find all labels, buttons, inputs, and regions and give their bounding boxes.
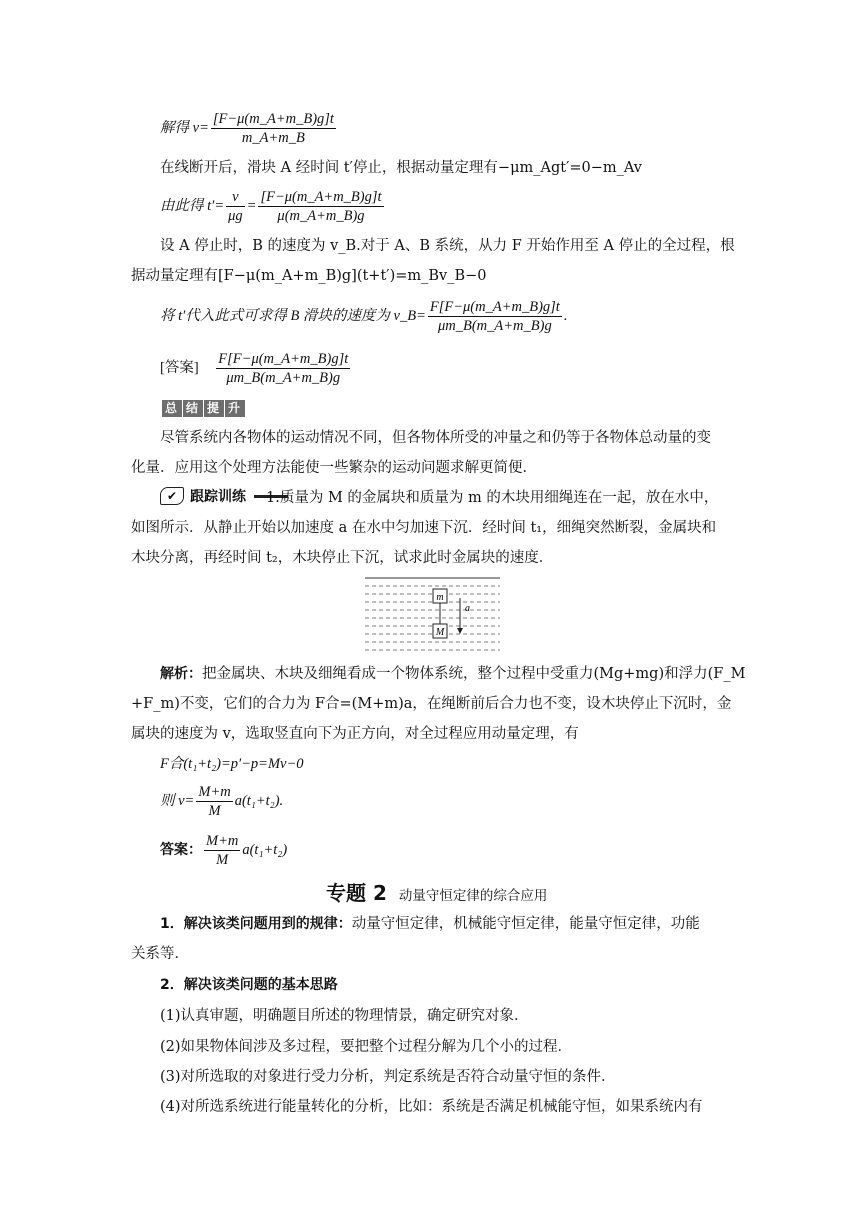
heading-title: 专题 2 [326,881,387,905]
fraction-numerator: [F−μ(m_A+m_B)g]t [212,111,334,127]
tag-char: 提 [204,400,224,417]
fraction [211,110,336,147]
eq-prefix: 解得 [160,119,193,136]
fraction [196,783,232,820]
fraction-numerator: v [226,188,245,207]
tag-char: 总 [162,400,182,417]
fraction [204,832,240,869]
eq-lhs: t′= [207,197,225,214]
fraction [258,188,383,225]
fraction-denominator: μ(m_A+m_B)g [277,208,365,224]
solution-label: 解析： [160,666,202,682]
item-bold: 1．解决该类问题用到的规律： [160,916,352,932]
item-text: 动量守恒定律，机械能守恒定律，能量守恒定律，功能 [351,916,700,932]
summary-tag [160,400,247,417]
fraction-denominator: μg [228,208,243,224]
step-line: (2)如果物体间涉及多过程，要把整个过程分解为几个小的过程． [160,1039,573,1055]
eq-prefix: 则 v= [160,792,195,809]
answer-label: 答案： [160,841,202,858]
item-line [160,914,700,934]
text-line: 木块分离，再经时间 t₂，木块停止下沉，试求此时金属块的速度． [131,550,554,566]
text-line: F合(t₁+t₂)=p′−p=Mv−0 [160,756,304,772]
text-line: +F_m)不变，它们的合力为 F合=(M+m)a，在绳断前后合力也不变，设木块停止下沉时，金 [131,696,732,712]
accel-label: a [465,603,470,614]
text-line: 如图所示．从静止开始以加速度 a 在水中匀加速下沉．经时间 t₁，细绳突然断裂，金属块和 [131,520,717,536]
fraction [216,350,350,387]
text-line: 1.质量为 M 的金属块和质量为 m 的木块用细绳连在一起，放在水中， [266,490,719,506]
fraction-denominator: m_A+m_B [241,130,305,146]
text-line: 在线断开后，滑块 A 经时间 t′停止，根据动量定理有−μm_Agt′=0−m_Av [160,160,642,176]
eq-suffix: a(t₁+t₂). [234,792,284,809]
check-icon: ✔ [160,487,184,505]
water-diagram [365,576,500,654]
tag-char: 结 [183,400,203,417]
fraction-denominator: M [216,852,229,868]
section-heading [326,877,547,906]
fraction [226,188,245,225]
fraction [428,298,562,335]
equation-solve-v: 解得 v= $\frac{[F-\mu(m\_A+m\_B)g]t}{m\_A+m\_B}$ [160,111,334,146]
equation-vb [160,298,567,335]
solution-line [160,664,745,684]
fraction-numerator: M+m [206,833,239,849]
text-line: 尽管系统内各物体的运动情况不同，但各物体所受的冲量之和仍等于各物体总动量的变 [160,430,711,446]
item-heading: 2．解决该类问题的基本思路 [160,977,338,993]
fraction-denominator: M [208,803,221,819]
text-line: 设 A 停止时，B 的速度为 v_B.对于 A、B 系统，从力 F 开始作用至 A 停止的全过程，根 [160,238,735,254]
heading-subtitle: 动量守恒定律的综合应用 [398,888,548,904]
fraction-numerator: F[F−μ(m_A+m_B)g]t [218,351,349,367]
step-line: (3)对所选取的对象进行受力分析，判定系统是否符合动量守恒的条件． [160,1069,616,1085]
equation-v [160,783,283,820]
eq-suffix: . [563,307,568,324]
fraction-numerator: F[F−μ(m_A+m_B)g]t [429,299,560,315]
text-line: 关系等． [131,946,189,962]
metal-label: M [435,627,445,638]
tag-char: 升 [225,400,245,417]
fraction-numerator: M+m [198,784,231,800]
solution-text: 把金属块、木块及细绳看成一个物体系统，整个过程中受重力(Mg+mg)和浮力(F_M [202,666,746,682]
text-line: 化量．应用这个处理方法能使一些繁杂的运动问题求解更简便． [131,460,537,476]
answer-block [160,832,287,869]
equation-t-prime: 由此得 t′= $\frac{v}{\mu g}$ = $\frac{[F-\mu(m\_A+m\_B)g]t}{\mu(m\_A+m\_B)g}$ [160,189,382,224]
track-label: 跟踪训练 [190,489,246,505]
step-line: (4)对所选系统进行能量转化的分析，比如：系统是否满足机械能守恒，如果系统内有 [160,1099,703,1115]
wood-label: m [436,592,444,603]
text-line: 属块的速度为 v，选取竖直向下为正方向，对全过程应用动量定理，有 [131,726,579,742]
fraction-numerator: [F−μ(m_A+m_B)g]t [260,189,382,205]
text-line: 据动量定理有[F−μ(m_A+m_B)g](t+t′)=m_Bv_B−0 [131,268,487,284]
fraction-denominator: μm_B(m_A+m_B)g [226,370,341,386]
eq-lhs: v [192,119,200,136]
fraction-denominator: μm_B(m_A+m_B)g [438,318,552,334]
answer-label: [答案] [160,359,199,376]
answer-block [160,350,352,387]
eq-prefix: 由此得 [160,197,208,214]
eq-suffix: a(t₁+t₂) [242,841,288,858]
step-line: (1)认真审题，明确题目所述的物理情景，确定研究对象． [160,1008,529,1024]
eq-prefix: 将 t′代入此式可求得 B 滑块的速度为 v_B= [160,307,426,324]
